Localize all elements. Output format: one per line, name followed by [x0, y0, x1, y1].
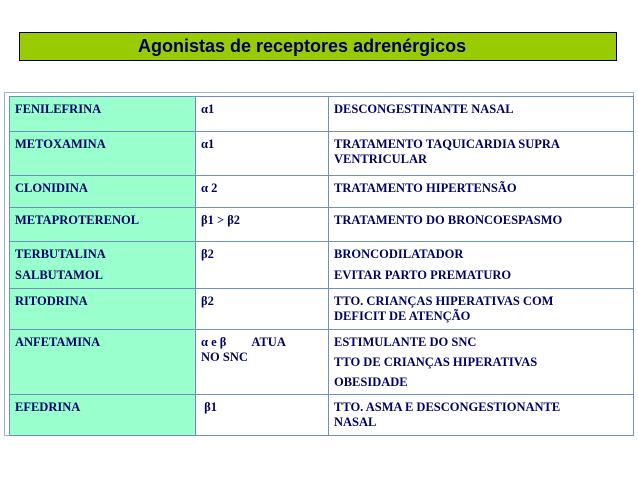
use-line: EVITAR PARTO PREMATURO	[334, 268, 512, 282]
receptor-cell	[196, 395, 329, 436]
receptor: β1 > β2	[201, 213, 241, 227]
use-cell	[329, 242, 634, 289]
drug-name-cell	[10, 176, 196, 208]
use-cell	[329, 176, 634, 208]
table-row	[10, 132, 634, 176]
use-cell	[329, 97, 634, 132]
use-cell	[329, 330, 634, 395]
use-line: TTO DE CRIANÇAS HIPERATIVAS	[334, 355, 538, 369]
receptor-cell	[196, 132, 329, 176]
drug-name: CLONIDINA	[15, 181, 88, 195]
use-line: TTO. ASMA E DESCONGESTIONANTE	[334, 400, 561, 414]
use-cell	[329, 395, 634, 436]
use-line: OBESIDADE	[334, 375, 408, 389]
drug-name: EFEDRINA	[15, 400, 81, 414]
drug-name-cell	[10, 208, 196, 242]
use-cell	[329, 208, 634, 242]
table-row	[10, 176, 634, 208]
use-line: BRONCODILATADOR	[334, 247, 464, 261]
receptor: α1	[201, 137, 215, 151]
use-line: TRATAMENTO HIPERTENSÃO	[334, 181, 517, 195]
receptor: β1	[201, 400, 217, 414]
use-line: TRATAMENTO TAQUICARDIA SUPRA	[334, 137, 560, 151]
table-row	[10, 97, 634, 132]
drug-name: METAPROTERENOL	[15, 213, 140, 227]
page-title: Agonistas de receptores adrenérgicos	[138, 36, 467, 56]
use-line: ESTIMULANTE DO SNC	[334, 335, 477, 349]
drug-name: METOXAMINA	[15, 137, 106, 151]
receptor-cell	[196, 242, 329, 289]
title-banner	[19, 32, 617, 61]
table-row	[10, 395, 634, 436]
receptor: α1	[201, 102, 215, 116]
table-row	[10, 242, 634, 289]
receptor-cell	[196, 330, 329, 395]
drug-table-container	[4, 92, 634, 436]
use-cell	[329, 132, 634, 176]
drug-name: FENILEFRINA	[15, 102, 102, 116]
drug-name: RITODRINA	[15, 294, 88, 308]
drug-name-cell	[10, 132, 196, 176]
receptor-cell	[196, 289, 329, 330]
table-row	[10, 330, 634, 395]
table-row	[10, 289, 634, 330]
receptor-cell	[196, 208, 329, 242]
receptor-cell	[196, 176, 329, 208]
drug-name: SALBUTAMOL	[15, 268, 103, 282]
table-row	[10, 208, 634, 242]
drug-name-cell	[10, 289, 196, 330]
receptor: NO SNC	[201, 350, 248, 364]
drug-table	[9, 96, 634, 436]
receptor-cell	[196, 97, 329, 132]
receptor: α 2	[201, 181, 218, 195]
drug-name-cell	[10, 97, 196, 132]
drug-name: ANFETAMINA	[15, 335, 101, 349]
drug-name-cell	[10, 395, 196, 436]
receptor: α e β ATUA	[201, 335, 286, 349]
drug-name: TERBUTALINA	[15, 247, 106, 261]
use-line: NASAL	[334, 415, 377, 429]
use-line: TTO. CRIANÇAS HIPERATIVAS COM	[334, 294, 554, 308]
use-line: VENTRICULAR	[334, 152, 428, 166]
use-line: DESCONGESTINANTE NASAL	[334, 102, 514, 116]
use-line: DEFICIT DE ATENÇÃO	[334, 309, 471, 323]
drug-name-cell	[10, 330, 196, 395]
receptor: β2	[201, 294, 214, 308]
drug-name-cell	[10, 242, 196, 289]
receptor: β2	[201, 247, 214, 261]
use-line: TRATAMENTO DO BRONCOESPASMO	[334, 213, 563, 227]
use-cell	[329, 289, 634, 330]
